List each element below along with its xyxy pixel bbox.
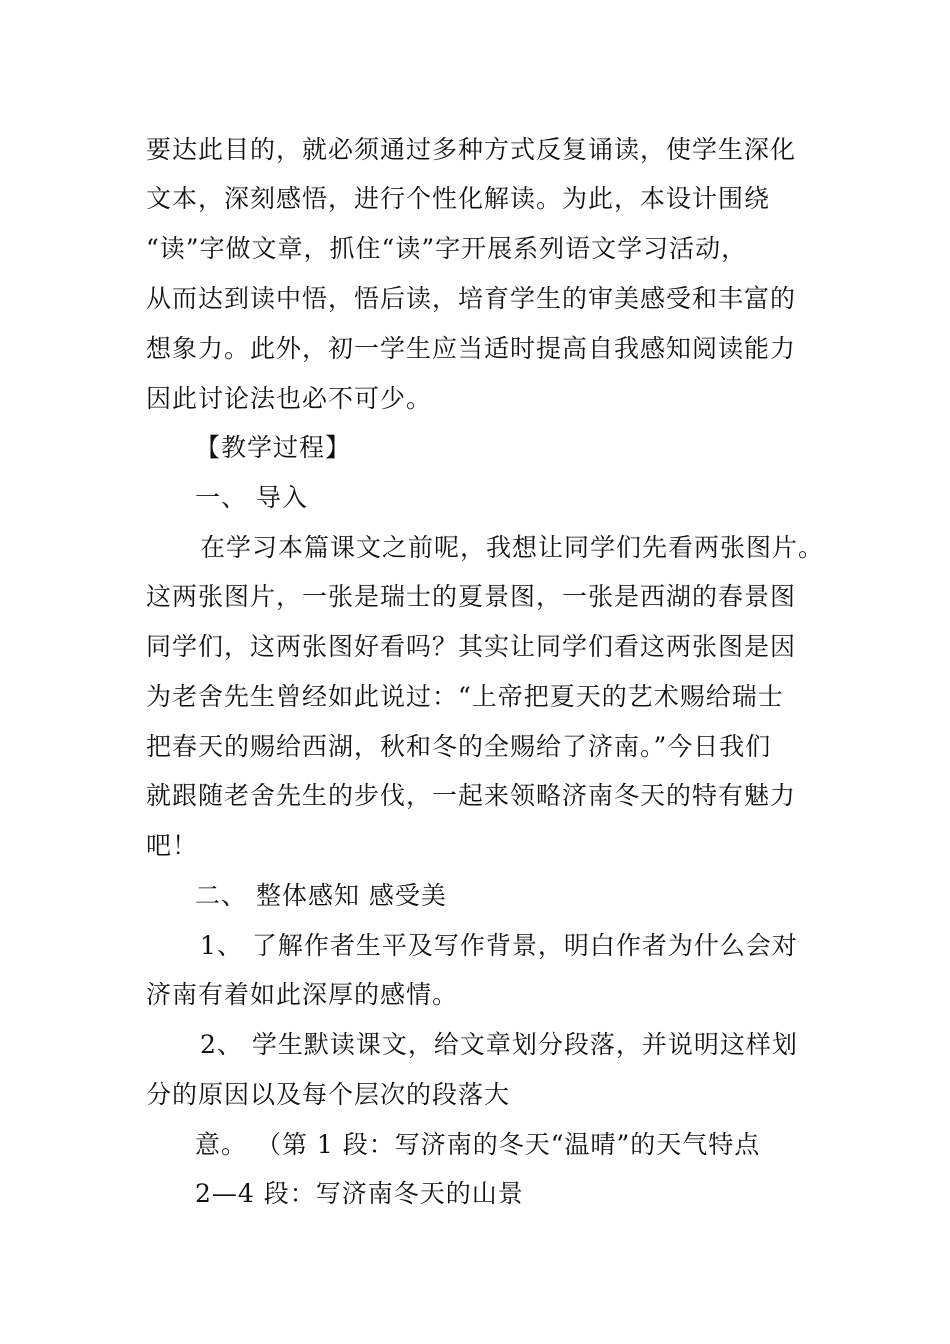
paragraph-line: 同学们，这两张图好看吗？其实让同学们看这两张图是因 — [146, 632, 797, 661]
paragraph-line: 想象力。此外，初一学生应当适时提高自我感知阅读能力 — [146, 334, 797, 363]
paragraph-line: 从而达到读中悟，悟后读，培育学生的审美感受和丰富的 — [146, 284, 797, 313]
paragraph-line: 因此讨论法也必不可少。 — [146, 384, 433, 413]
paragraph-line: 这两张图片，一张是瑞士的夏景图，一张是西湖的春景图 — [146, 582, 797, 611]
paragraph-line: 意。 （第 1 段：写济南的冬天“温晴”的天气特点 — [195, 1130, 761, 1159]
paragraph-line: 把春天的赐给西湖，秋和冬的全赐给了济南。”今日我们 — [146, 732, 772, 761]
section-heading: 【教学过程】 — [195, 433, 352, 462]
paragraph-line: 济南有着如此深厚的感情。 — [146, 980, 459, 1009]
paragraph-line: 就跟随老舍先生的步伐，一起来领略济南冬天的特有魅力 — [146, 781, 797, 810]
section-heading: 二、 整体感知 感受美 — [195, 881, 447, 910]
paragraph-line: 为老舍先生曾经如此说过：“上帝把夏天的艺术赐给瑞士 — [146, 682, 784, 711]
paragraph-line: 分的原因以及每个层次的段落大 — [146, 1080, 511, 1109]
paragraph-line: 2—4 段：写济南冬天的山景 — [195, 1179, 524, 1208]
list-item: 2、 学生默读课文，给文章划分段落，并说明这样划 — [200, 1030, 798, 1059]
section-heading: 一、 导入 — [195, 483, 308, 512]
paragraph-line: 文本，深刻感悟，进行个性化解读。为此，本设计围绕 — [146, 184, 771, 213]
paragraph-line: “读”字做文章，抓住“读”字开展系列语文学习活动， — [146, 234, 748, 263]
paragraph-line: 要达此目的，就必须通过多种方式反复诵读，使学生深化 — [146, 135, 797, 164]
list-item: 1、 了解作者生平及写作背景，明白作者为什么会对 — [200, 931, 798, 960]
paragraph-line: 吧！ — [146, 831, 199, 860]
paragraph-line: 在学习本篇课文之前呢，我想让同学们先看两张图片。 — [200, 533, 825, 562]
